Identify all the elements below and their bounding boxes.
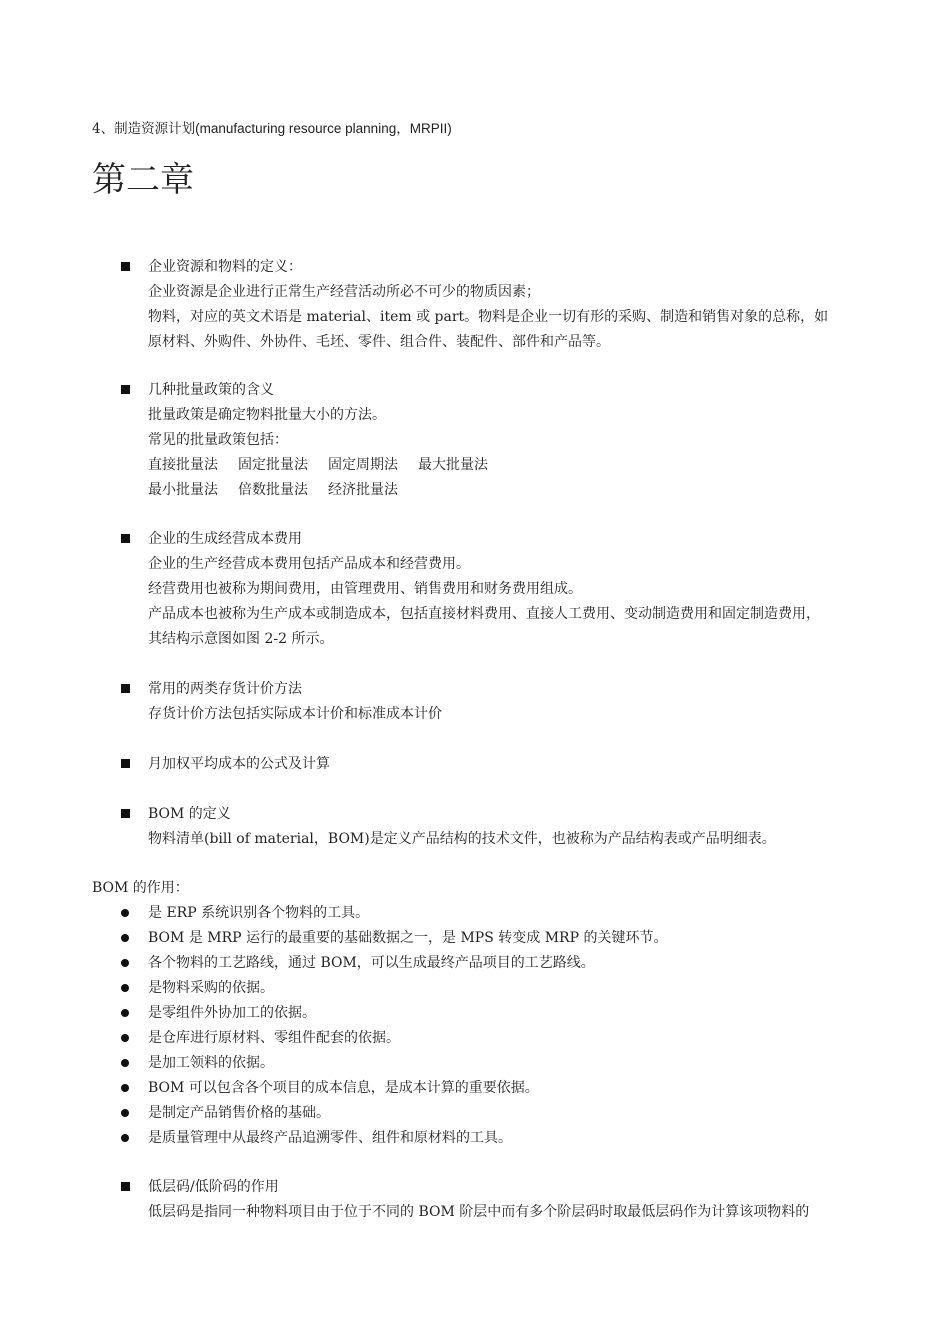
square-bullet-icon (121, 385, 130, 394)
section-heading: 企业资源和物料的定义： (148, 259, 302, 275)
bom-role-block (92, 876, 189, 901)
list-item: BOM 可以包含各个项目的成本信息，是成本计算的重要依据。 (148, 1076, 900, 1101)
round-bullet-icon (121, 1109, 129, 1117)
round-bullet-icon (121, 1084, 129, 1092)
section-resource-definition (148, 255, 900, 355)
round-bullet-icon (121, 959, 129, 967)
list-item: BOM 是 MRP 运行的最重要的基础数据之一，是 MPS 转变成 MRP 的关键环节。 (148, 926, 900, 951)
round-bullet-icon (121, 909, 129, 917)
manufacturing-resource-planning-heading (92, 119, 452, 139)
section-heading: 企业的生成经营成本费用 (148, 531, 302, 547)
section-line: 产品成本也被称为生产成本或制造成本，包括直接材料费用、直接人工费用、变动制造费用和固定制造费用， (148, 606, 820, 622)
bom-role-title: BOM 的作用： (92, 880, 189, 896)
section-operating-costs (148, 527, 900, 652)
bom-role-list (148, 901, 900, 1151)
section-line: 常见的批量政策包括： (148, 432, 288, 448)
square-bullet-icon (121, 809, 130, 818)
list-item: 是制定产品销售价格的基础。 (148, 1101, 900, 1126)
section-heading: 月加权平均成本的公式及计算 (148, 756, 330, 772)
policy-item: 固定周期法 (328, 457, 398, 473)
section-low-level-code (148, 1175, 900, 1225)
section-bom-definition (148, 802, 900, 852)
policy-item: 最小批量法 (148, 482, 218, 498)
list-item: 各个物料的工艺路线，通过 BOM，可以生成最终产品项目的工艺路线。 (148, 951, 900, 976)
section-heading: 低层码/低阶码的作用 (148, 1179, 279, 1195)
round-bullet-icon (121, 984, 129, 992)
section-line: 物料清单(bill of material，BOM)是定义产品结构的技术文件，也被称为产品结构表或产品明细表。 (148, 831, 776, 847)
section-heading: BOM 的定义 (148, 806, 231, 822)
square-bullet-icon (121, 684, 130, 693)
round-bullet-icon (121, 1009, 129, 1017)
round-bullet-icon (121, 1134, 129, 1142)
chapter-title: 第二章 (92, 160, 194, 200)
square-bullet-icon (121, 759, 130, 768)
section-line: 企业的生产经营成本费用包括产品成本和经营费用。 (148, 556, 470, 572)
round-bullet-icon (121, 1034, 129, 1042)
section-line: 物料，对应的英文术语是 material、item 或 part。物料是企业一切有形的采购、制造和销售对象的总称，如 (148, 309, 829, 325)
top-line-latin: (manufacturing resource planning，MRPII) (195, 121, 452, 136)
section-line: 其结构示意图如图 2-2 所示。 (148, 631, 334, 647)
policy-row (148, 453, 900, 478)
list-item: 是零组件外协加工的依据。 (148, 1001, 900, 1026)
section-heading: 几种批量政策的含义 (148, 382, 274, 398)
section-line: 低层码是指同一种物料项目由于位于不同的 BOM 阶层中而有多个阶层码时取最低层码作为计算该项物料的 (148, 1204, 810, 1220)
section-weighted-average-cost (148, 752, 900, 777)
policy-item: 固定批量法 (238, 457, 308, 473)
policy-item: 最大批量法 (418, 457, 488, 473)
policy-item: 直接批量法 (148, 457, 218, 473)
section-line: 存货计价方法包括实际成本计价和标准成本计价 (148, 706, 442, 722)
list-item: 是物料采购的依据。 (148, 976, 900, 1001)
round-bullet-icon (121, 1059, 129, 1067)
section-line: 原材料、外购件、外协件、毛坯、零件、组合件、装配件、部件和产品等。 (148, 334, 610, 350)
policy-item: 经济批量法 (328, 482, 398, 498)
section-line: 经营费用也被称为期间费用，由管理费用、销售费用和财务费用组成。 (148, 581, 582, 597)
section-line: 批量政策是确定物料批量大小的方法。 (148, 407, 386, 423)
square-bullet-icon (121, 534, 130, 543)
section-heading: 常用的两类存货计价方法 (148, 681, 302, 697)
list-item: 是仓库进行原材料、零组件配套的依据。 (148, 1026, 900, 1051)
square-bullet-icon (121, 262, 130, 271)
top-line-prefix: 4、制造资源计划 (92, 121, 196, 137)
section-line: 企业资源是企业进行正常生产经营活动所必不可少的物质因素； (148, 284, 540, 300)
round-bullet-icon (121, 934, 129, 942)
list-item: 是加工领料的依据。 (148, 1051, 900, 1076)
section-inventory-valuation (148, 677, 900, 727)
list-item: 是 ERP 系统识别各个物料的工具。 (148, 901, 900, 926)
list-item: 是质量管理中从最终产品追溯零件、组件和原材料的工具。 (148, 1126, 900, 1151)
square-bullet-icon (121, 1182, 130, 1191)
policy-row (148, 478, 900, 503)
policy-item: 倍数批量法 (238, 482, 308, 498)
section-lot-size-policies (148, 378, 900, 503)
